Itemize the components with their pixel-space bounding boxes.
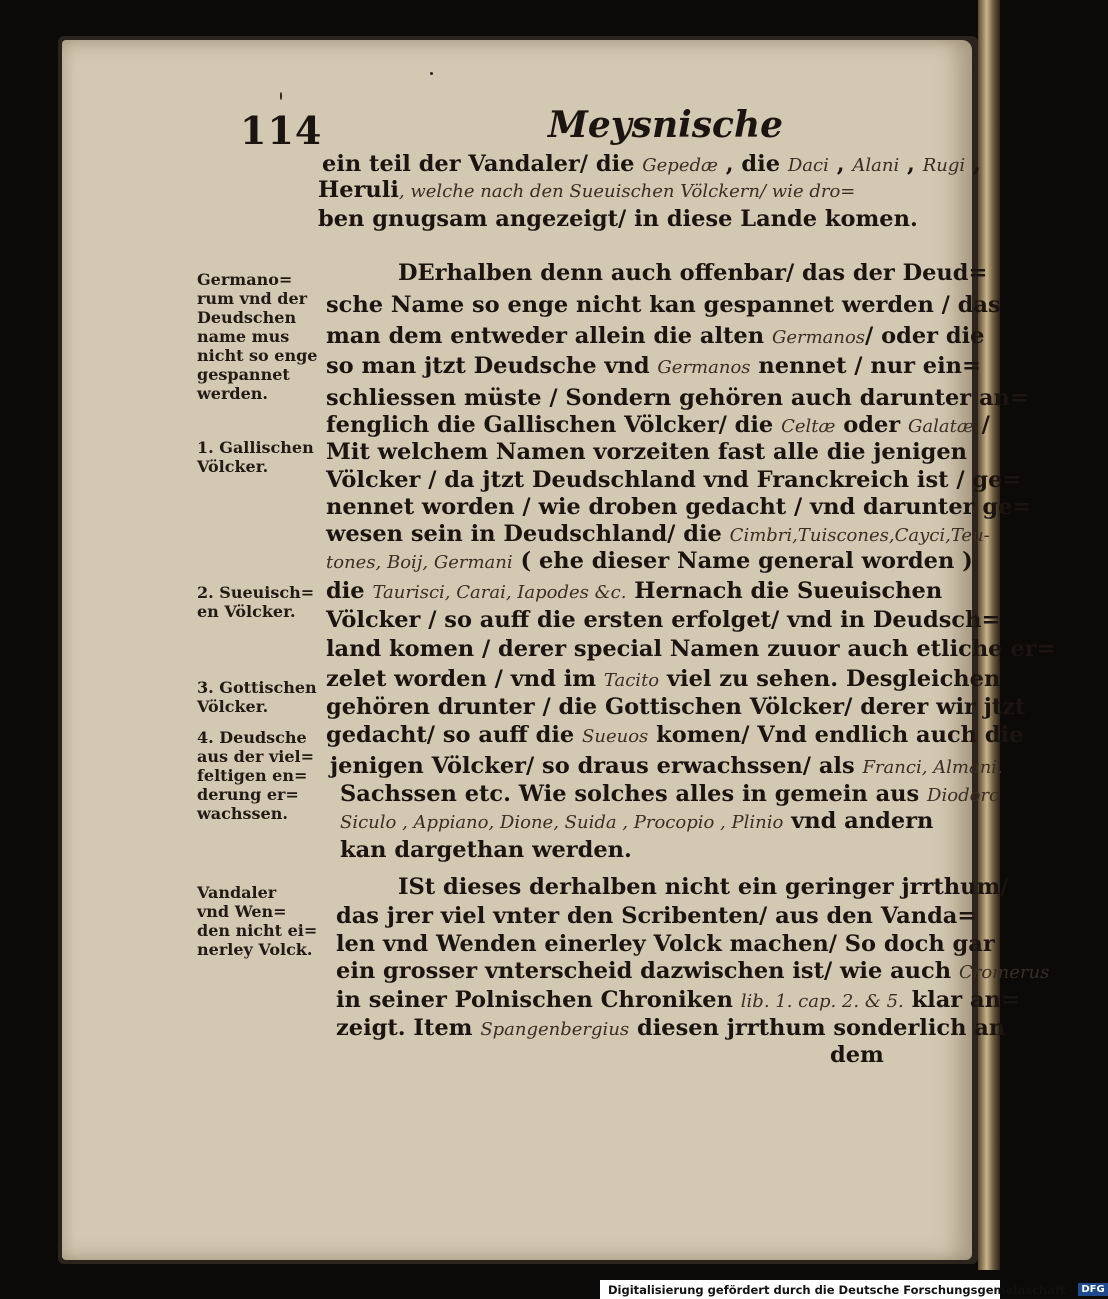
text-segment: sche Name so enge nicht kan gespannet werden / das (326, 292, 1001, 318)
text-line (340, 807, 933, 837)
text-line (330, 752, 1003, 782)
text-line (318, 205, 918, 233)
text-segment: gedacht/ so auff die (326, 722, 583, 748)
footer-credit: Digitalisierung gefördert durch die Deutsche Forschungsgemeinschaft - (608, 1282, 1075, 1297)
ink-speck (280, 92, 282, 100)
latin-segment: Taurisci, Carai, Iapodes &c. (372, 582, 627, 603)
text-segment: wesen sein in Deudschland/ die (326, 521, 730, 547)
text-segment: / (973, 412, 990, 438)
text-line (326, 352, 981, 382)
text-line (336, 986, 1020, 1016)
text-line (340, 780, 1000, 810)
text-line (326, 438, 967, 466)
text-line (326, 721, 1023, 751)
latin-segment: Tacito (603, 670, 660, 691)
text-segment: Völcker / da jtzt Deudschland vnd Franckreich ist / ge= (326, 467, 1022, 493)
text-segment: komen/ Vnd endlich auch die (648, 722, 1024, 748)
latin-segment: lib. 1. cap. 2. & 5. (740, 991, 904, 1012)
text-line (326, 577, 942, 607)
footer-bar (600, 1280, 1105, 1299)
text-segment: schliessen müste / Sondern gehören auch darunter an= (326, 385, 1029, 411)
text-segment: fenglich die Gallischen Völcker/ die (326, 412, 782, 438)
text-segment: zelet worden / vnd im (326, 666, 604, 692)
latin-segment: Alani (852, 155, 900, 176)
latin-segment: Germanos (771, 327, 866, 348)
latin-segment: Franci, Almani, (862, 757, 1003, 778)
text-segment: gehören drunter / die Gottischen Völcker/ derer wir jtzt (326, 694, 1026, 720)
text-segment: viel zu sehen. Desgleichen (659, 666, 1001, 692)
latin-segment: , welche nach den Sueuischen Völckern/ wie dro= (398, 181, 856, 202)
text-segment: land komen / derer special Namen zuuor auch etliche er= (326, 636, 1056, 662)
latin-segment: Daci (787, 155, 829, 176)
text-line (336, 1014, 1005, 1044)
text-segment: len vnd Wenden einerley Volck machen/ So doch gar (336, 931, 995, 957)
text-segment: ein teil der Vandaler/ die (322, 151, 643, 177)
text-line (326, 411, 990, 441)
text-line (326, 466, 1021, 494)
text-line (326, 665, 1000, 695)
text-line (340, 836, 632, 864)
latin-segment: Rugi (922, 155, 966, 176)
margin-note: 2. Sueuisch= en Völcker. (197, 583, 315, 621)
text-line (326, 520, 990, 550)
text-segment: ISt dieses derhalben nicht ein geringer jrrthum/ (398, 874, 1009, 900)
text-segment: vnd andern (783, 808, 934, 834)
text-segment: Heruli (318, 177, 399, 203)
text-segment: nennet / nur ein= (750, 353, 981, 379)
text-segment: zeigt. Item (336, 1015, 481, 1041)
latin-segment: Siculo , Appiano, Dione, Suida , Procopio , Plinio (340, 812, 784, 833)
text-line (326, 693, 1025, 721)
margin-note: 1. Gallischen Völcker. (197, 438, 314, 476)
margin-note: Germano= rum vnd der Deudschen name mus nicht so enge gespannet werden. (197, 270, 318, 403)
text-segment: , (965, 151, 981, 177)
text-line (398, 259, 987, 287)
text-line (326, 322, 984, 352)
text-line (326, 384, 1029, 412)
latin-segment: Diodoro (927, 785, 1000, 806)
latin-segment: Celtæ (781, 416, 836, 437)
latin-segment: Gepedæ (642, 155, 718, 176)
text-segment: Mit welchem Namen vorzeiten fast alle die jenigen (326, 439, 968, 465)
dfg-logo: DFG (1078, 1283, 1107, 1296)
text-segment: , die (717, 151, 788, 177)
text-line (336, 930, 995, 958)
margin-note: 4. Deudsche aus der viel= feltigen en= derung er= wachssen. (197, 728, 314, 823)
latin-segment: Galatæ (907, 416, 974, 437)
latin-segment: tones, Boij, Germani (326, 552, 513, 573)
text-segment: jenigen Völcker/ so draus erwachssen/ als (330, 753, 863, 779)
text-segment: diesen jrrthum sonderlich an (629, 1015, 1006, 1041)
text-line (326, 493, 1031, 521)
text-line (326, 291, 1001, 319)
text-segment: ein grosser vnterscheid dazwischen ist/ wie auch (336, 958, 959, 984)
margin-note: 3. Gottischen Völcker. (197, 678, 317, 716)
text-segment: ben gnugsam angezeigt/ in diese Lande komen. (318, 206, 918, 232)
latin-segment: Sueuos (582, 726, 649, 747)
text-segment: in seiner Polnischen Chroniken (336, 987, 741, 1013)
text-line (336, 957, 1049, 987)
latin-segment: Cromerus (958, 962, 1050, 983)
ink-speck (430, 72, 433, 75)
text-segment: das jrer viel vnter den Scribenten/ aus den Vanda= (336, 903, 977, 929)
latin-segment: Spangenbergius (480, 1019, 630, 1040)
text-line (398, 873, 1008, 901)
text-line (830, 1041, 884, 1069)
text-segment: dem (830, 1042, 884, 1068)
text-segment: Hernach die Sueuischen (626, 578, 943, 604)
text-segment: kan dargethan werden. (340, 837, 632, 863)
latin-segment: Germanos (657, 357, 751, 378)
text-line (326, 635, 1055, 663)
text-segment: DErhalben denn auch offenbar/ das der Deud= (398, 260, 988, 286)
text-segment: oder (835, 412, 908, 438)
text-line (318, 176, 855, 206)
margin-note: Vandaler vnd Wen= den nicht ei= nerley Volck. (197, 883, 318, 959)
text-line (336, 902, 976, 930)
text-line (326, 606, 1000, 634)
latin-segment: Cimbri,Tuiscones,Cayci,Teu- (729, 525, 990, 546)
text-segment: , (899, 151, 923, 177)
running-head: Meysnische (548, 104, 784, 146)
text-segment: / oder die (865, 323, 985, 349)
text-segment: klar an= (903, 987, 1020, 1013)
text-line (326, 547, 973, 577)
text-segment: Sachssen etc. Wie solches alles in gemein aus (340, 781, 928, 807)
text-segment: so man jtzt Deudsche vnd (326, 353, 658, 379)
page-number: 114 (240, 108, 323, 153)
text-segment: man dem entweder allein die alten (326, 323, 772, 349)
text-segment: ( ehe dieser Name general worden ) (512, 548, 973, 574)
text-segment: Völcker / so auff die ersten erfolget/ vnd in Deudsch= (326, 607, 1001, 633)
text-segment: die (326, 578, 373, 604)
text-segment: nennet worden / wie droben gedacht / vnd darunter ge= (326, 494, 1032, 520)
text-segment: , (828, 151, 853, 177)
